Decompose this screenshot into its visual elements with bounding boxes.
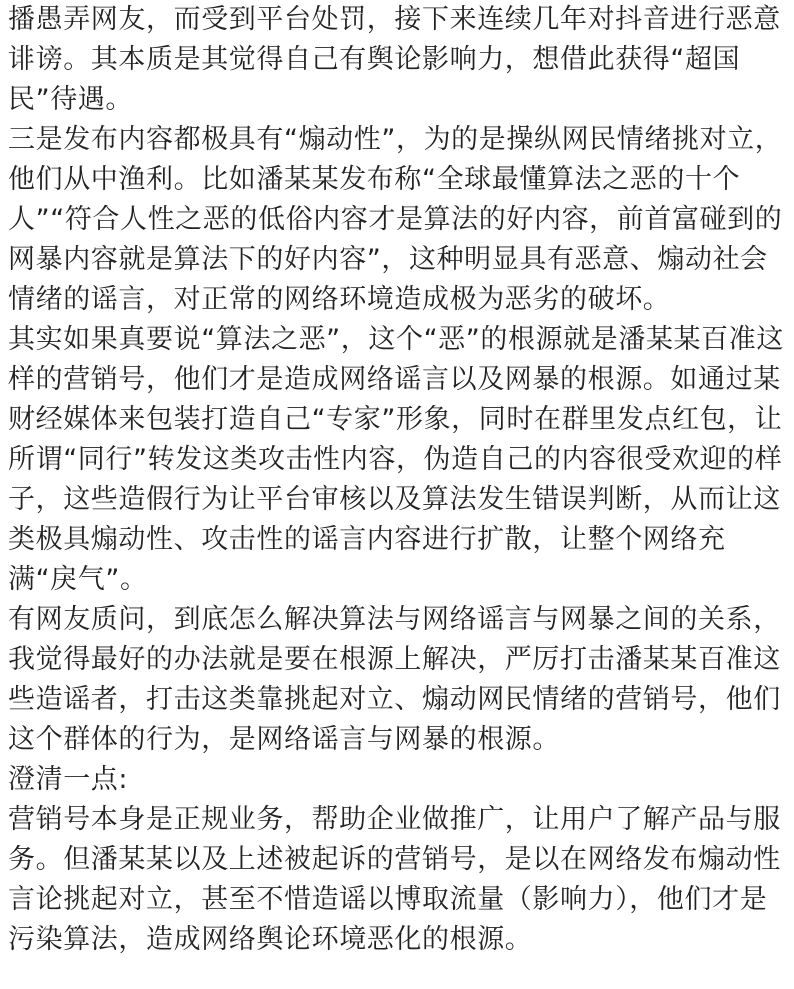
paragraph-intro-continued: 播愚弄网友，而受到平台处罚，接下来连续几年对抖音进行恶意诽谤。其本质是其觉得自己有舆论影响力，想借此获得“超国民”待遇。	[8, 4, 781, 115]
paragraph-solution: 有网友质问，到底怎么解决算法与网络谣言与网暴之间的关系，我觉得最好的办法就是要在根源上解决，严厉打击潘某某百准这些造谣者，打击这类靠挑起对立、煽动网民情绪的营销号，他们这个群体的行为，是网络谣言与网暴的根源。	[8, 604, 781, 755]
paragraph-point-three: 三是发布内容都极具有“煽动性”，为的是操纵网民情绪挑对立，他们从中渔利。比如潘某某发布称“全球最懂算法之恶的十个人”“符合人性之恶的低俗内容才是算法的好内容，前首富碰到的网暴内容就是算法下的好内容”，这种明显具有恶意、煽动社会情绪的谣言，对正常的网络环境造成极为恶劣的破坏。	[8, 124, 783, 315]
paragraph-algorithm-evil: 其实如果真要说“算法之恶”，这个“恶”的根源就是潘某某百准这样的营销号，他们才是造成网络谣言以及网暴的根源。如通过某财经媒体来包装打造自己“专家”形象，同时在群里发点红包，让所谓“同行”转发这类攻击性内容，伪造自己的内容很受欢迎的样子，这些造假行为让平台审核以及算法发生错误判断，从而让这类极具煽动性、攻击性的谣言内容进行扩散，让整个网络充满“戾气”。	[8, 324, 784, 595]
paragraph-clarification-heading: 澄清一点:	[8, 764, 129, 795]
paragraph-clarification: 营销号本身是正规业务，帮助企业做推广，让用户了解产品与服务。但潘某某以及上述被起诉的营销号，是以在网络发布煽动性言论挑起对立，甚至不惜造谣以博取流量（影响力），他们才是污染算法，造成网络舆论环境恶化的根源。	[8, 804, 781, 955]
